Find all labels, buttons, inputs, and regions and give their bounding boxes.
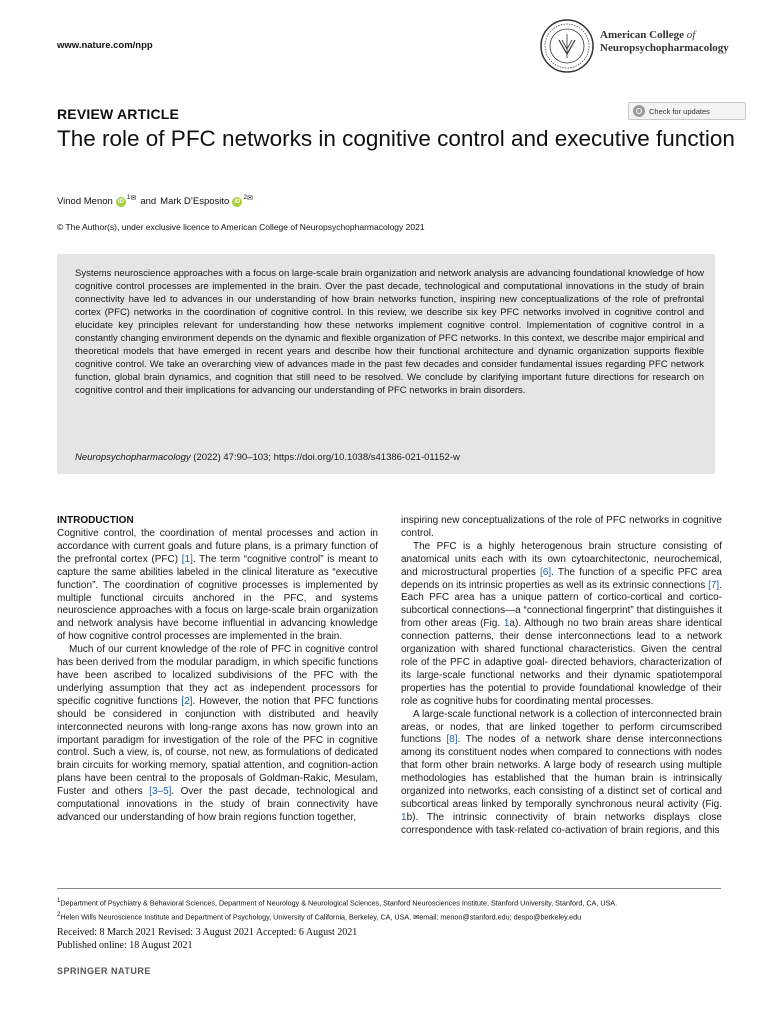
reference-link[interactable]: [8] <box>446 734 458 746</box>
section-heading: INTRODUCTION <box>57 515 134 526</box>
article-dates <box>57 927 357 952</box>
author-name[interactable]: Vinod Menon <box>57 196 113 207</box>
copyright-line: © The Author(s), under exclusive licence to American College of Neuropsychopharmacology 2021 <box>57 222 425 232</box>
affiliation-sup: 2 <box>243 194 247 201</box>
author-line <box>57 196 253 207</box>
body-paragraph <box>401 709 722 838</box>
orcid-icon[interactable]: iD <box>234 198 241 205</box>
body-paragraph <box>57 528 378 644</box>
body-paragraph <box>57 644 378 825</box>
envelope-icon[interactable]: ✉ <box>246 194 253 202</box>
body-column-left <box>57 528 378 825</box>
citation-journal: Neuropsychopharmacology <box>75 452 191 463</box>
acnp-seal-logo <box>539 18 595 74</box>
article-type: REVIEW ARTICLE <box>57 106 180 122</box>
reference-link[interactable]: 1 <box>401 811 407 823</box>
body-text: inspiring new conceptualizations of the role of PFC networks in cognitive control. <box>401 515 722 539</box>
body-text: a). Although no two brain areas share identical connection patterns, their dense interconnections lead to a network organization with shared functional characteristics. Given the central role of the PFC in adaptive goal- directed behaviors, characterization of its large-scale functional networks and their dynamic spatiotemporal properties has the potential to provide foundational knowledge of their role as cognitive hubs for coordinating mental processes. <box>401 618 722 707</box>
check-for-updates-icon <box>633 105 645 117</box>
citation-details[interactable]: (2022) 47:90–103; https://doi.org/10.1038/s41386-021-01152-w <box>190 452 460 463</box>
publisher-logo: SPRINGER NATURE <box>57 966 151 976</box>
citation-line <box>75 452 460 463</box>
reference-link[interactable]: 1 <box>503 618 510 630</box>
received-dates: Received: 8 March 2021 Revised: 3 August 2021 Accepted: 6 August 2021 <box>57 927 358 938</box>
body-text: . Over the past decade, technological and computational innovations in the study of brain connectivity have advanced our understanding of how brain regions function together, <box>57 786 378 823</box>
check-for-updates-label: Check for updates <box>649 106 710 116</box>
body-text: . The function of a specific PFC area depends on its intrinsic properties as well as its extrinsic connections <box>401 566 722 591</box>
journal-url[interactable]: www.nature.com/npp <box>57 40 153 51</box>
author-conjunction: and <box>140 196 157 207</box>
body-text: . Each PFC area has a unique pattern of cortico-cortical and cortico-subcortical connections—a “connectional fingerprint” that distinguishes it from other areas (Fig. <box>401 579 722 630</box>
footnote-divider <box>57 888 721 889</box>
check-for-updates-button[interactable] <box>628 102 746 120</box>
body-paragraph <box>401 515 722 541</box>
reference-link[interactable]: [6] <box>540 566 552 578</box>
author-name[interactable]: Mark D’Esposito <box>160 196 230 207</box>
body-text: . However, the notion that PFC functions should be considered in conjunction with distributed and heavily interconnected neurons with long-range axons has now grown into an important paradigm for investigation of the role of the PFC in cognitive control. Such a view, is, of course, not new, as formulations of dedicated brain circuits for working memory, spatial attention, and cognition-action plans have been central to the proposals of Goldman-Rakic, Mesulam, Fuster and others <box>57 695 379 798</box>
body-column-right <box>401 515 722 838</box>
body-text: The PFC is a highly heterogenous brain structure consisting of anatomical units each with its own cytoarchitectonic, neurochemical, and microstructural properties <box>401 540 722 578</box>
body-paragraph <box>401 541 722 709</box>
body-text: . The nodes of a network share dense interconnections among its constituent nodes when compared to connections with nodes that form other brain networks. A large body of research using multiple methodologies has established that the human brain is intrinsically organized into networks, each consisting of a distinct set of cortical and subcortical areas linked by temporally synchronous neural activity (Fig. <box>401 734 722 810</box>
envelope-icon: ✉ <box>413 912 420 922</box>
affiliation-2: Helen Wills Neuroscience Institute and Department of Psychology, University of California, Berkeley, CA, USA. <box>60 912 412 922</box>
body-text: b). The intrinsic connectivity of brain networks displays close correspondence with task-related co-activation of brain regions, and this <box>401 811 722 836</box>
affiliation-sup: 1 <box>126 194 131 201</box>
envelope-icon[interactable]: ✉ <box>130 194 137 202</box>
article-title: The role of PFC networks in cognitive control and executive function <box>57 126 735 151</box>
reference-link[interactable]: [3–5] <box>149 786 172 798</box>
published-date: Published online: 18 August 2021 <box>57 939 193 951</box>
abstract-text: Systems neuroscience approaches with a focus on large-scale brain organization and network analysis are advancing foundational knowledge of how cognitive control processes are implemented in the brain. Over the past decade, technological and computational innovations in the study of brain connectivity have led to advances in our understanding of how brain networks function, inspiring new conceptualizations of the role of prefrontal cortex (PFC) networks in the coordination of cognitive control. In this review, we describe six key PFC networks involved in cognitive control and elucidate key principles relevant for understanding how these networks implement cognitive control. Implementation of cognitive control in a constantly changing environment depends on the dynamic and flexible organization of PFC networks. In this context, we describe major empirical and theoretical models that have emerged in recent years and describe how their functional architecture and dynamic organization supports flexible cognitive control. We take an overarching view of advances made in the past few decades and consider fundamental issues regarding PFC network function, global brain dynamics, and cognition that still need to be resolved. We conclude by clarifying important future directions for research on cognitive control and their implications for advancing our understanding of PFC networks in brain disorders. <box>75 268 704 397</box>
body-text: Much of our current knowledge of the role of PFC in cognitive control has been derived from the modular paradigm, in which specific functions have been ascribed to localized subdivisions of the PFC with the underlying assumption that they act as independent processors for specific cognitive functions <box>57 644 378 707</box>
orcid-icon[interactable]: iD <box>117 198 124 205</box>
affiliations: $^1$Department of Psychiatry & Behavioral Sciences, Department of Neurology & Neurological Sciences, Stanford Neurosciences Institute, Stanford University, Stanford, CA, USA. $^2$Helen Wills Neuroscience Institute and Department of Psychology, University of California, Berkeley, CA, USA. ✉email: menon@stanford.edu; despo@berkeley.edu <box>57 898 618 922</box>
body-text: . The term “cognitive control” is meant to capture the same abilities labeled in the clinical literature as “executive function”. The coordination of cognitive processes is implemented by multiple functional circuits anchored in the PFC, and systems neuroscience approaches with a focus on large-scale brain organization and network analysis have become influential in advancing knowledge of how cognitive control processes are implemented in the brain. <box>57 553 379 643</box>
society-name: American College of Neuropsychopharmacology <box>600 29 729 54</box>
reference-link[interactable]: [2] <box>181 695 193 707</box>
reference-link[interactable]: [7] <box>708 579 720 591</box>
reference-link[interactable]: [1] <box>181 553 193 565</box>
body-text: Cognitive control, the coordination of mental processes and action in accordance with current goals and future plans, is a primary function of the prefrontal cortex (PFC) <box>57 528 378 565</box>
body-text: A large-scale functional network is a collection of interconnected brain areas, or nodes, that are linked together to perform circumscribed functions <box>401 708 722 746</box>
email-line[interactable]: email: menon@stanford.edu; despo@berkeley.edu <box>419 912 582 922</box>
affiliation-1: Department of Psychiatry & Behavioral Sciences, Department of Neurology & Neurological Sciences, Stanford Neurosciences Institute, Stanford University, Stanford, CA, USA. <box>60 898 618 908</box>
